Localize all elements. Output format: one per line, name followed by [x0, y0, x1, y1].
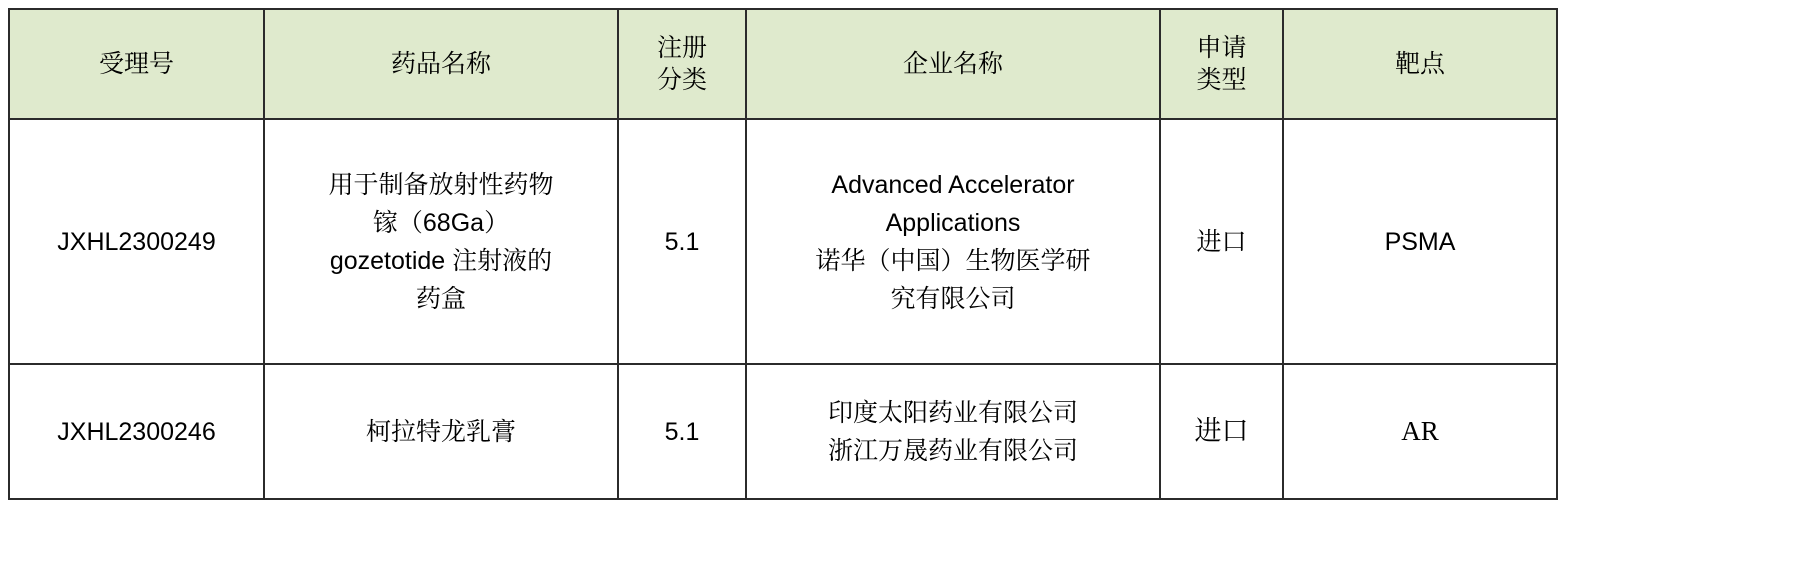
column-header-registration-class: [618, 9, 746, 119]
table-row: [9, 119, 1557, 364]
column-header-application-type: [1160, 9, 1283, 119]
cell-acceptance-number: JXHL2300249: [9, 119, 264, 364]
cell-company-name: [746, 364, 1160, 499]
cell-company-name: [746, 119, 1160, 364]
column-header-drug-name: 药品名称: [264, 9, 618, 119]
column-header-application-type-line2: 类型: [1196, 66, 1247, 94]
column-header-acceptance-number: 受理号: [9, 9, 264, 119]
column-header-company-name: 企业名称: [746, 9, 1160, 119]
cell-drug-name-line: 用于制备放射性药物: [328, 170, 554, 199]
document-page: [0, 8, 1820, 574]
cell-company-name-line: Advanced Accelerator: [831, 170, 1075, 199]
cell-company-name-line: 诺华（中国）生物医学研: [815, 246, 1091, 275]
table-header: [9, 9, 1557, 119]
column-header-registration-class-line2: 分类: [656, 66, 707, 94]
column-header-registration-class-line1: 注册: [656, 34, 707, 62]
cell-application-type: 进口: [1160, 364, 1283, 499]
cell-target: PSMA: [1283, 119, 1557, 364]
table-body: [9, 119, 1557, 499]
cell-target: AR: [1283, 364, 1557, 499]
cell-drug-name: [264, 119, 618, 364]
cell-drug-name-line: 镓（68Ga）: [372, 208, 510, 237]
table-row: [9, 364, 1557, 499]
cell-company-name-line: 浙江万晟药业有限公司: [827, 436, 1078, 465]
cell-company-name-line: 印度太阳药业有限公司: [827, 398, 1078, 427]
cell-company-name-line: Applications: [885, 208, 1021, 237]
drug-registration-table: [8, 8, 1558, 500]
cell-drug-name-line: 药盒: [415, 284, 466, 313]
table-header-row: [9, 9, 1557, 119]
cell-drug-name-line: gozetotide 注射液的: [329, 246, 553, 275]
column-header-application-type-line1: 申请: [1196, 34, 1247, 62]
cell-application-type: 进口: [1160, 119, 1283, 364]
cell-drug-name-line: 柯拉特龙乳膏: [365, 417, 516, 446]
cell-acceptance-number: JXHL2300246: [9, 364, 264, 499]
cell-registration-class: 5.1: [618, 364, 746, 499]
cell-registration-class: 5.1: [618, 119, 746, 364]
column-header-target: 靶点: [1283, 9, 1557, 119]
cell-company-name-line: 究有限公司: [890, 284, 1016, 313]
cell-drug-name: [264, 364, 618, 499]
